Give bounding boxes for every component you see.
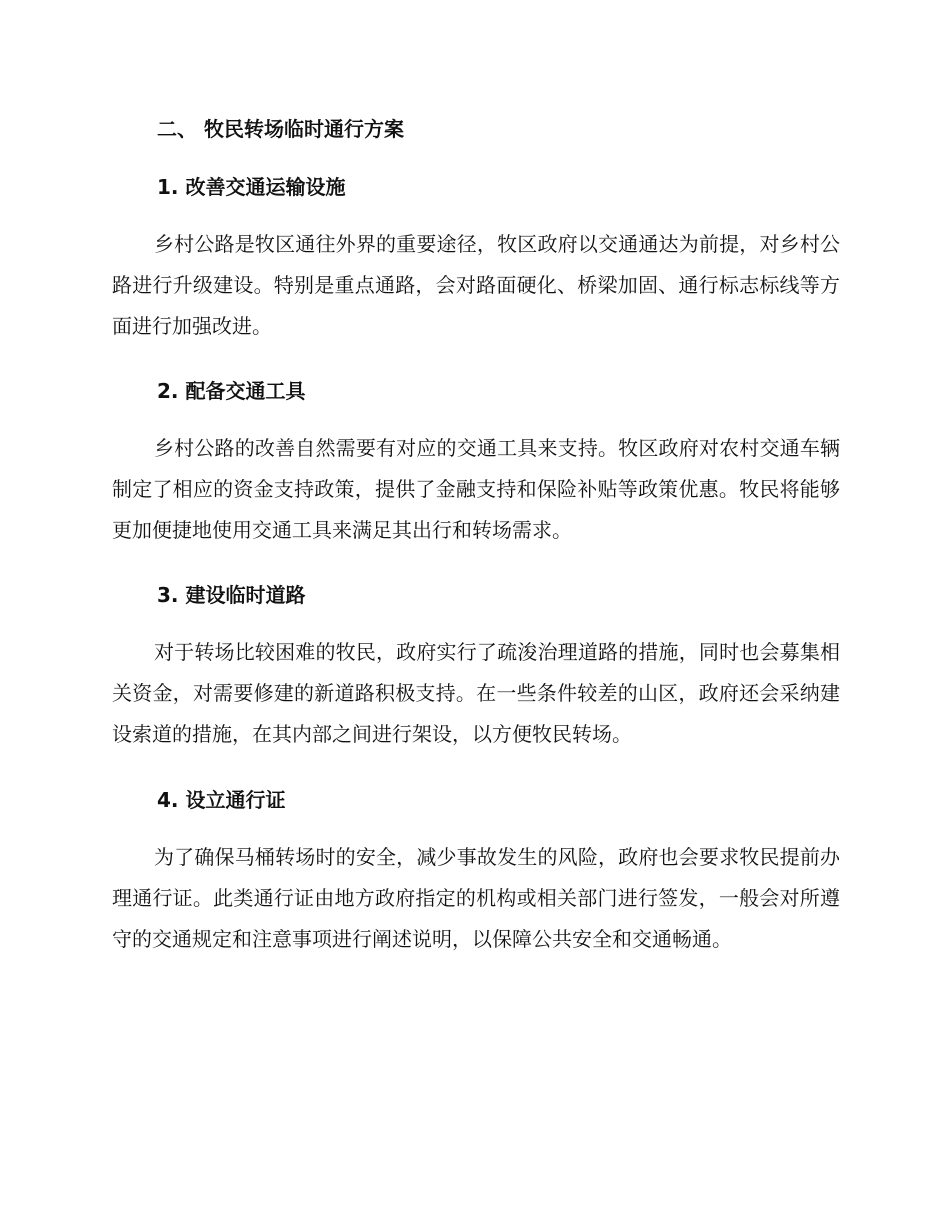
main-heading: 二、 牧民转场临时通行方案 — [157, 117, 404, 141]
section-paragraph-2: 乡村公路的改善自然需要有对应的交通工具来支持。牧区政府对农村交通车辆制定了相应的资金支持政策，提供了金融支持和保险补贴等政策优惠。牧民将能够更加便捷地使用交通工具来满足其出行和转场需求。 — [112, 436, 840, 542]
section-heading-2: 2. 配备交通工具 — [157, 379, 306, 403]
section-paragraph-3: 对于转场比较困难的牧民，政府实行了疏浚治理道路的措施，同时也会募集相关资金，对需要修建的新道路积极支持。在一些条件较差的山区，政府还会采纳建设索道的措施，在其内部之间进行架设，以方便牧民转场。 — [112, 640, 840, 746]
section-heading-3: 3. 建设临时道路 — [157, 583, 306, 607]
section-paragraph-4: 为了确保马桶转场时的安全，减少事故发生的风险，政府也会要求牧民提前办理通行证。此类通行证由地方政府指定的机构或相关部门进行签发，一般会对所遵守的交通规定和注意事项进行阐述说明，以保障公共安全和交通畅通。 — [112, 845, 840, 951]
section-heading-1: 1. 改善交通运输设施 — [157, 175, 346, 199]
section-paragraph-1: 乡村公路是牧区通往外界的重要途径，牧区政府以交通通达为前提，对乡村公路进行升级建设。特别是重点通路，会对路面硬化、桥梁加固、通行标志标线等方面进行加强改进。 — [112, 232, 840, 338]
section-heading-4: 4. 设立通行证 — [157, 788, 286, 812]
